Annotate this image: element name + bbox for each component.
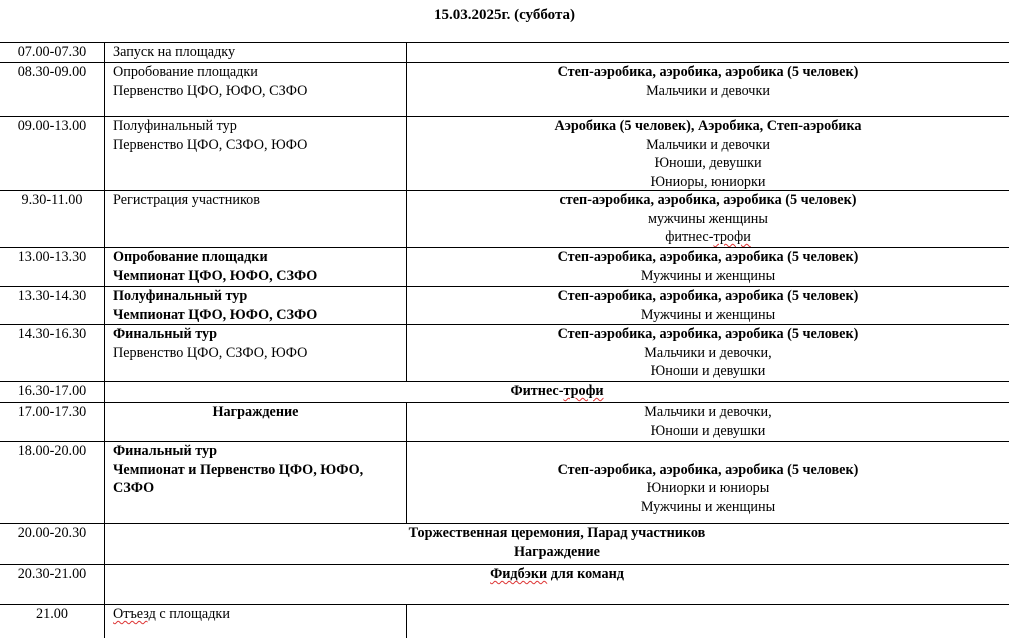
schedule-table <box>0 42 1009 638</box>
cell-line: мужчины женщины <box>648 210 768 227</box>
cell-line: Награждение <box>514 543 600 560</box>
cell-line: Торжественная церемония, Парад участников <box>408 525 706 541</box>
cell-line: Мальчики и девочки <box>646 82 770 99</box>
cell-line: СЗФО <box>113 480 155 496</box>
cell-line: Юноши и девушки <box>650 422 766 439</box>
cell-line: Юноши, девушки <box>654 155 762 171</box>
cell-line: Юноши и девушки <box>650 363 766 379</box>
time-cell: 17.00-17.30 <box>17 404 87 420</box>
time-cell: 16.30-17.00 <box>17 383 87 399</box>
merged-event-cell <box>104 523 1009 564</box>
cell-line: Степ-аэробика, аэробика, аэробика (5 человек) <box>557 288 859 304</box>
spellcheck-mark: Фидбэки <box>490 566 548 582</box>
event-cell <box>104 62 406 116</box>
cell-line: Степ-аэробика, аэробика, аэробика (5 человек) <box>557 64 859 80</box>
discipline-cell <box>406 42 1009 62</box>
cell-line: Мужчины и женщины <box>640 498 776 515</box>
cell-line: степ-аэробика, аэробика, аэробика (5 человек) <box>559 192 857 208</box>
cell-line: Опробование площадки <box>113 249 268 265</box>
cell-line: Первенство ЦФО, СЗФО, ЮФО <box>113 344 308 361</box>
cell-line: Полуфинальный тур <box>113 118 237 134</box>
cell-line <box>407 442 1009 461</box>
cell-line: Мужчины и женщины <box>640 267 776 284</box>
event-cell <box>104 604 406 638</box>
cell-line: Юниоры, юниорки <box>650 173 766 190</box>
discipline-cell <box>406 441 1009 523</box>
spellcheck-mark: трофи <box>713 229 751 245</box>
cell-line: Степ-аэробика, аэробика, аэробика (5 человек) <box>557 249 859 265</box>
cell-line: Награждение <box>212 404 299 420</box>
event-cell <box>104 190 406 247</box>
time-cell: 13.00-13.30 <box>17 249 87 265</box>
schedule-title: 15.03.2025г. (суббота) <box>433 7 576 23</box>
discipline-cell <box>406 402 1009 441</box>
time-cell: 08.30-09.00 <box>17 64 87 80</box>
cell-line: Фитнес-трофи <box>510 383 604 399</box>
cell-line: Полуфинальный тур <box>113 288 248 304</box>
spellcheck-mark: Отъезд <box>113 606 156 622</box>
cell-line: Чемпионат и Первенство ЦФО, ЮФО, <box>113 461 364 478</box>
cell-line: Мальчики и девочки, <box>644 344 772 361</box>
time-cell: 20.00-20.30 <box>17 525 87 541</box>
event-cell <box>104 116 406 190</box>
cell-line: Аэробика (5 человек), Аэробика, Степ-аэробика <box>554 118 862 134</box>
event-cell <box>104 42 406 62</box>
discipline-cell <box>406 286 1009 324</box>
event-cell <box>104 402 406 441</box>
cell-line: Чемпионат ЦФО, ЮФО, СЗФО <box>113 267 318 284</box>
cell-line: Мужчины и женщины <box>640 306 776 323</box>
cell-line: Регистрация участников <box>113 192 260 208</box>
discipline-cell <box>406 190 1009 247</box>
merged-event-cell <box>104 381 1009 402</box>
time-cell: 13.30-14.30 <box>17 288 87 304</box>
cell-line: Финальный тур <box>113 443 217 459</box>
cell-line: Чемпионат ЦФО, ЮФО, СЗФО <box>113 306 318 323</box>
time-cell: 9.30-11.00 <box>21 192 83 208</box>
event-cell <box>104 286 406 324</box>
time-cell: 20.30-21.00 <box>17 566 87 582</box>
cell-line: Степ-аэробика, аэробика, аэробика (5 человек) <box>557 461 859 478</box>
time-cell: 18.00-20.00 <box>17 443 87 459</box>
cell-line: Отъезд с площадки <box>113 606 230 622</box>
event-cell <box>104 324 406 381</box>
cell-line: Опробование площадки <box>113 64 258 80</box>
discipline-cell <box>406 62 1009 116</box>
cell-line: Первенство ЦФО, ЮФО, СЗФО <box>113 82 308 99</box>
time-cell: 14.30-16.30 <box>17 326 87 342</box>
cell-line: Мальчики и девочки <box>646 136 770 153</box>
time-cell: 21.00 <box>36 606 68 622</box>
cell-line: Мальчики и девочки, <box>644 404 772 420</box>
time-cell: 07.00-07.30 <box>17 44 87 60</box>
cell-line: Юниорки и юниоры <box>646 480 770 496</box>
cell-line: Первенство ЦФО, СЗФО, ЮФО <box>113 136 308 153</box>
cell-line: Финальный тур <box>113 326 217 342</box>
discipline-cell <box>406 324 1009 381</box>
discipline-cell <box>406 116 1009 190</box>
cell-line: Степ-аэробика, аэробика, аэробика (5 человек) <box>557 326 859 342</box>
cell-line: Фидбэки для команд <box>490 566 624 582</box>
event-cell <box>104 247 406 286</box>
cell-line: Запуск на площадку <box>113 44 236 60</box>
time-cell: 09.00-13.00 <box>17 118 87 134</box>
spellcheck-mark: трофи <box>563 383 604 399</box>
discipline-cell <box>406 247 1009 286</box>
merged-event-cell <box>104 564 1009 604</box>
cell-line: фитнес-трофи <box>665 229 751 245</box>
discipline-cell <box>406 604 1009 638</box>
event-cell <box>104 441 406 523</box>
